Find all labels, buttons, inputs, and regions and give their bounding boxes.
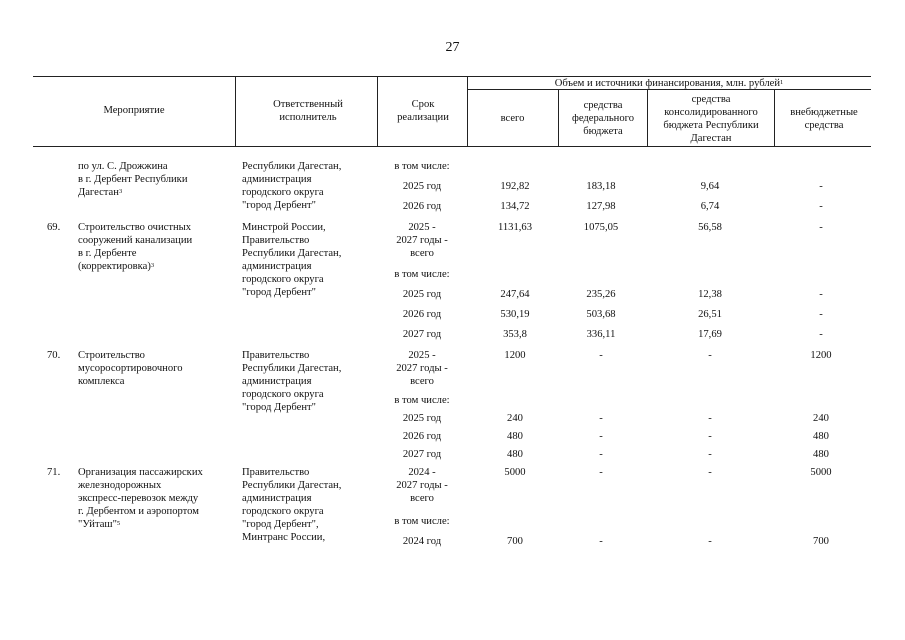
- cell-total: 240: [507, 413, 523, 424]
- cell-federal: -: [599, 536, 603, 547]
- period-in-that: в том числе:: [394, 269, 450, 280]
- period-line: 2027 годы -: [396, 235, 448, 246]
- cell-total: 353,8: [503, 329, 527, 340]
- cell-regional: -: [708, 467, 712, 478]
- cell-regional: 9,64: [700, 181, 720, 192]
- executor-line: Республики Дагестан,: [242, 363, 342, 374]
- period-line: 2025 -: [408, 222, 436, 233]
- col-divider-6: [774, 89, 775, 146]
- cell-extra: 5000: [810, 467, 832, 478]
- cell-extra: -: [819, 329, 823, 340]
- executor-line: Правительство: [242, 235, 310, 246]
- cell-federal: 503,68: [586, 309, 616, 320]
- executor-line: администрация: [242, 174, 312, 185]
- cell-regional: -: [708, 536, 712, 547]
- activity-line: в г. Дербенте: [78, 248, 137, 259]
- cell-federal: -: [599, 467, 603, 478]
- item70-executor: [242, 349, 377, 414]
- cont-executor: [242, 160, 377, 212]
- cell-total: 5000: [504, 467, 526, 478]
- cell-total: 247,64: [500, 289, 530, 300]
- cell-regional: 26,51: [698, 309, 722, 320]
- executor-line: "город Дербент": [242, 200, 316, 211]
- header-period: Срок реализации: [397, 99, 449, 123]
- executor-line: "город Дербент",: [242, 519, 319, 530]
- col-divider-2: [377, 76, 378, 146]
- header-total: всего: [500, 113, 525, 124]
- cell-extra: -: [819, 201, 823, 212]
- col-divider-4: [558, 89, 559, 146]
- cell-extra: 240: [813, 413, 829, 424]
- executor-line: Минстрой России,: [242, 222, 326, 233]
- activity-line: экспресс-перевозок между: [78, 493, 199, 504]
- row-period: 2026 год: [402, 201, 442, 212]
- cell-regional: -: [708, 413, 712, 424]
- cell-extra: -: [819, 309, 823, 320]
- row-period: 2027 год: [402, 449, 442, 460]
- footnote-mark: 3: [150, 262, 155, 269]
- item71-executor: [242, 466, 377, 544]
- period-line: 2025 -: [408, 350, 436, 361]
- cell-regional: 17,69: [698, 329, 722, 340]
- activity-line: комплекса: [78, 376, 125, 387]
- period-total: [383, 221, 461, 260]
- item70-activity: [78, 349, 235, 388]
- header-federal: средства федерального бюджета: [571, 100, 635, 137]
- item-number: 71.: [47, 467, 61, 478]
- activity-line: Организация пассажирских: [78, 467, 203, 478]
- cell-total: 530,19: [500, 309, 530, 320]
- cell-regional: -: [708, 431, 712, 442]
- footnote-mark: 1: [780, 79, 784, 86]
- executor-line: администрация: [242, 261, 312, 272]
- footnote-mark: 5: [116, 520, 121, 527]
- cell-federal: 336,11: [586, 329, 616, 340]
- cell-extra: -: [819, 289, 823, 300]
- executor-line: Республики Дагестан,: [242, 248, 342, 259]
- item69-activity: [78, 221, 235, 273]
- page-number: 27: [445, 40, 460, 55]
- activity-line-text: (корректировка): [78, 261, 151, 272]
- cell-regional: 12,38: [698, 289, 722, 300]
- period-line: 2024 -: [408, 467, 436, 478]
- item71-activity: [78, 466, 235, 531]
- executor-line: городского округа: [242, 389, 324, 400]
- cell-federal: 235,26: [586, 289, 616, 300]
- activity-line-text: Дагестан: [78, 187, 119, 198]
- activity-line: [78, 260, 235, 273]
- cell-total: 134,72: [500, 201, 530, 212]
- activity-line: мусоросортировочного: [78, 363, 183, 374]
- cell-federal: -: [599, 413, 603, 424]
- executor-line: Республики Дагестан,: [242, 161, 342, 172]
- row-period: 2027 год: [402, 329, 442, 340]
- row-period: 2025 год: [402, 181, 442, 192]
- cell-regional: 6,74: [700, 201, 720, 212]
- cell-total: 480: [507, 431, 523, 442]
- period-total: [383, 349, 461, 388]
- activity-line: [78, 186, 235, 199]
- executor-line: "город Дербент": [242, 402, 316, 413]
- cell-extra: 480: [813, 449, 829, 460]
- cell-federal: -: [599, 449, 603, 460]
- header-bottom-rule: [33, 146, 871, 147]
- col-divider-1: [235, 76, 236, 146]
- item-number: 69.: [47, 222, 61, 233]
- period-line: всего: [410, 248, 434, 259]
- period-line: 2027 годы -: [396, 363, 448, 374]
- header-extrabudget: внебюджетные средства: [790, 107, 858, 131]
- header-regional: средства консолидированного бюджета Республики Дагестан: [663, 94, 759, 144]
- period-in-that: в том числе:: [394, 161, 450, 172]
- cell-total: 480: [507, 449, 523, 460]
- col-divider-5: [647, 89, 648, 146]
- row-period: 2026 год: [402, 309, 442, 320]
- activity-line: Строительство очистных: [78, 222, 192, 233]
- activity-line: Строительство: [78, 350, 145, 361]
- period-in-that: в том числе:: [394, 516, 450, 527]
- cell-extra: -: [819, 222, 823, 233]
- period-total: [383, 466, 461, 505]
- executor-line: "город Дербент": [242, 287, 316, 298]
- footnote-mark: 3: [118, 188, 123, 195]
- cell-regional: 56,58: [698, 222, 722, 233]
- executor-line: администрация: [242, 376, 312, 387]
- cell-federal: 127,98: [586, 201, 616, 212]
- cell-regional: -: [708, 449, 712, 460]
- activity-line: г. Дербентом и аэропортом: [78, 506, 199, 517]
- cell-extra: 1200: [810, 350, 832, 361]
- row-period: 2024 год: [402, 536, 442, 547]
- cell-extra: -: [819, 181, 823, 192]
- cell-total: 700: [507, 536, 523, 547]
- executor-line: Правительство: [242, 467, 310, 478]
- header-executor: Ответственный исполнитель: [273, 99, 343, 123]
- period-line: всего: [410, 493, 434, 504]
- period-line: 2027 годы -: [396, 480, 448, 491]
- activity-line: железнодорожных: [78, 480, 162, 491]
- cell-federal: -: [599, 431, 603, 442]
- cell-total: 1200: [504, 350, 526, 361]
- header-funding-title-text: Объем и источники финансирования, млн. рублей: [554, 78, 781, 89]
- executor-line: Минтранс России,: [242, 532, 326, 543]
- cell-extra: 480: [813, 431, 829, 442]
- cell-total: 192,82: [500, 181, 530, 192]
- activity-line: сооружений канализации: [78, 235, 193, 246]
- period-line: всего: [410, 376, 434, 387]
- cell-federal: 183,18: [586, 181, 616, 192]
- activity-line: в г. Дербент Республики: [78, 174, 188, 185]
- period-in-that: в том числе:: [394, 395, 450, 406]
- executor-line: городского округа: [242, 274, 324, 285]
- item-number: 70.: [47, 350, 61, 361]
- cell-federal: -: [599, 350, 603, 361]
- cont-activity: [78, 160, 235, 199]
- executor-line: администрация: [242, 493, 312, 504]
- executor-line: городского округа: [242, 506, 324, 517]
- activity-line: по ул. С. Дрожжина: [78, 161, 168, 172]
- activity-line-text: "Уйташ": [78, 519, 117, 530]
- row-period: 2026 год: [402, 431, 442, 442]
- executor-line: городского округа: [242, 187, 324, 198]
- cell-total: 1131,63: [497, 222, 533, 233]
- cell-federal: 1075,05: [583, 222, 619, 233]
- header-activity: Мероприятие: [103, 105, 165, 116]
- cell-extra: 700: [813, 536, 829, 547]
- executor-line: Республики Дагестан,: [242, 480, 342, 491]
- cell-regional: -: [708, 350, 712, 361]
- row-period: 2025 год: [402, 413, 442, 424]
- header-funding-title: [467, 77, 871, 90]
- executor-line: Правительство: [242, 350, 310, 361]
- item69-executor: [242, 221, 377, 299]
- row-period: 2025 год: [402, 289, 442, 300]
- activity-line: [78, 518, 235, 531]
